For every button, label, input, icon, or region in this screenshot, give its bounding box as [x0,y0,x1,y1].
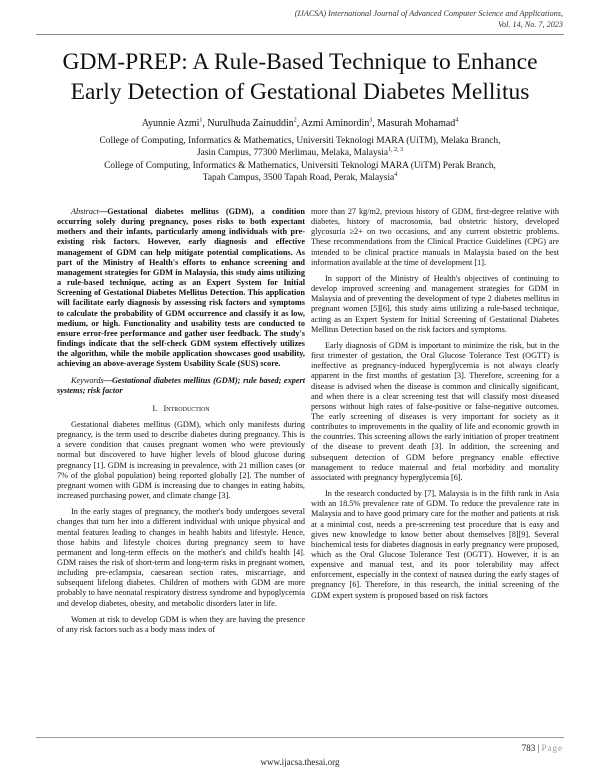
journal-name: (IJACSA) International Journal of Advanced Computer Science and Applications, [294,9,563,18]
paragraph-right-3: Early diagnosis of GDM is important to minimize the risk, but in the first trimester of gestation, the Oral Glucose Tolerance Test (OGTT) is ineffective as pregnancy-induced hyperglycemia is not always clearly apparent in the first months of gestation [3]. Therefore, screening for a disease is advised when the disease is common and clinically significant, and when there is a clear screening test that will classify most diseased persons without high rates of false-positive or false-negative outcomes. The early screening of diseases is very important for society as it contributes to improvements in the quality of life and economic growth in the countries. This screening allows the early initiation of proper treatment of the disease to prevent death [3]. In addition, the screening and subsequent detection of GDM before pregnancy enable effective management to reduce maternal and fetal morbidity and mortality associated with pregnancy hyperglycemia [6]. [311,340,559,482]
author-3-sup: 3 [369,117,373,124]
section-number: I. [152,403,158,413]
author-names: Ayunnie Azmi$^1$, Nurulhuda Zainuddin$^2$, Azmi Aminordin$^3$, Masurah Mohamad$^4$ [141,117,459,129]
header-rule [36,34,564,35]
paragraph-left-1: Gestational diabetes mellitus (GDM), which only manifests during pregnancy, is the term used to describe diabetes during pregnancy. This is a severe condition that causes pregnant women who were previously normal but discovered to have higher levels of blood glucose during pregnancy [1]. GDM is increasing in prevalence, with 21 million cases (or 7% of the global population) being reported globally [2]. The number of pregnant women with GDM is increasing due to changes in eating habits, increased purchasing power, and climate change [3]. [57,419,305,501]
journal-url[interactable]: www.ijacsa.thesai.org [260,757,340,767]
affiliation-1-sup: 1, 2, 3 [388,146,404,153]
paragraph-right-1: more than 27 kg/m2, previous history of GDM, first-degree relative with diabetes, history of macrosomia, bad obstetric history, developed glycosuria ≥2+ on two occasions, and any current obstetric problems. These recommendations from the Clinical Practice Guidelines (CPG) are intended to be clinical practice manuals in Malaysia based on the best information available at the time of development [1]. [311,207,559,267]
title-line-2: Early Detection of Gestational Diabetes Mellitus [70,79,530,105]
journal-header [295,9,563,30]
affiliation-1-line-1: College of Computing, Informatics & Mathematics, Universiti Teknologi MARA (UiTM), Melaka Branch, [99,135,501,146]
author-4: Masurah Mohamad [377,118,456,129]
keywords-label: Keywords [71,375,104,385]
journal-volume: Vol. 14, No. 7, 2023 [497,19,563,29]
author-4-sup: 4 [455,117,459,124]
author-1: Ayunnie Azmi [141,118,200,129]
keywords [57,376,305,396]
affiliation-1-line-2: Jasin Campus, 77300 Merlimau, Melaka, Malaysia$^{1, 2, 3}$ [196,146,404,158]
affiliation-2-line-1: College of Computing, Informatics & Mathematics, Universiti Teknologi MARA (UiTM) Perak Branch, [104,160,496,171]
author-2: Nurulhuda Zainuddin [207,118,294,129]
abstract-text: —Gestational diabetes mellitus (GDM), a condition occurring solely during pregnancy, poses risks to both expectant mothers and their infants, particularly among individuals with pre-existing risk factors. However, early diagnosis and effective management of GDM can help mitigate potential complications. As part of the Ministry of Health's efforts to enhance screening and management strategies for GDM in Malaysia, this study aims utilizing a rule-based technique, acting as an Expert System for Initial Screening of Gestational Diabetes Mellitus Detection. This application will facilitate early diagnosis by assessing risk factors and symptoms to calculate the probability of GDM occurrence and classify it as low, medium, or high. Functionality and usability tests are conducted to ensure error-free performance and gather user feedback. The study's findings indicate that the self-check GDM system effectively utilizes the algorithm, while the mobile application showcases good usability, achieving an above-average System Usability Scale (SUS) score. [57,207,305,369]
right-column [311,207,559,607]
paper-title [30,47,570,107]
title-line-1: GDM-PREP: A Rule-Based Technique to Enhance [62,49,538,75]
left-column [57,207,305,641]
abstract-label: Abstract [71,207,99,216]
affiliation-2-sup: 4 [394,171,398,178]
paragraph-right-2: In support of the Ministry of Health's objectives of continuing to develop improved screening and management strategies for GDM in Malaysia and of preventing the development of type 2 diabetes mellitus in pregnant women [5][6], this study aims utilizing a rule-based technique, acting as an Expert System for Initial Screening of Gestational Diabetes Mellitus Detection based on the risk factors and symptoms. [311,273,559,334]
affiliation-2-line-2: Tapah Campus, 3500 Tapah Road, Perak, Malaysia$^4$ [202,171,398,183]
paragraph-left-3: Women at risk to develop GDM is when they are having the presence of any risk factors such as a body mass index of [57,614,305,634]
abstract [57,207,305,370]
page-word: Page [541,743,563,753]
section-title: Introduction [163,403,210,413]
paragraph-left-2: In the early stages of pregnancy, the mother's body undergoes several changes that turn her into a different individual with unique physical and mental features leading to changes in health habits and lifestyle. Hence, those habits and lifestyle choices during pregnancy seem to have permanent and long-term effects on the mother's and child's health [4]. GDM raises the risk of short-term and long-term risks in pregnant women, including pre-eclampsia, caesarean section rates, miscarriage, and subsequent lifelong diabetes. Children of mothers with GDM are more probably to have neonatal respiratory distress syndrome and hypoglycemia and develop diabetes, obesity, and metabolic disorders later in life. [57,507,305,608]
page-number-value: 783 [521,743,536,753]
footer-rule [36,737,564,738]
author-2-sup: 2 [293,117,297,124]
page-number [522,743,563,753]
author-block [30,118,570,185]
paragraph-right-4: In the research conducted by [7], Malaysia is in the fifth rank in Asia with an 18.5% prevalence rate of GDM. To reduce the prevalence rate in Malaysia and to have good primary care for the mother and patients at risk at a minimal cost, needs a pre-screening test procedure that is easy and gives new knowledge to know better about themselves [8][9]. Several biochemical tests for diabetes diagnosis in early pregnancy were proposed, which as the Oral Glucose Tolerance Test (OGTT). However, it is an expensive and manual test, and its poor tolerability may affect enforcement, especially in the context of nausea during the early stages of pregnancy [6]. Therefore, in this research, the initial screening of the GDM expert system is proposed based on risk factors [311,489,559,600]
page-separator: | [535,743,542,753]
author-1-sup: 1 [199,117,203,124]
section-heading [57,404,305,414]
author-3: Azmi Aminordin [301,118,370,129]
keywords-text: —Gestational diabetes mellitus (GDM); rule based; expert systems; risk factor [57,375,305,395]
